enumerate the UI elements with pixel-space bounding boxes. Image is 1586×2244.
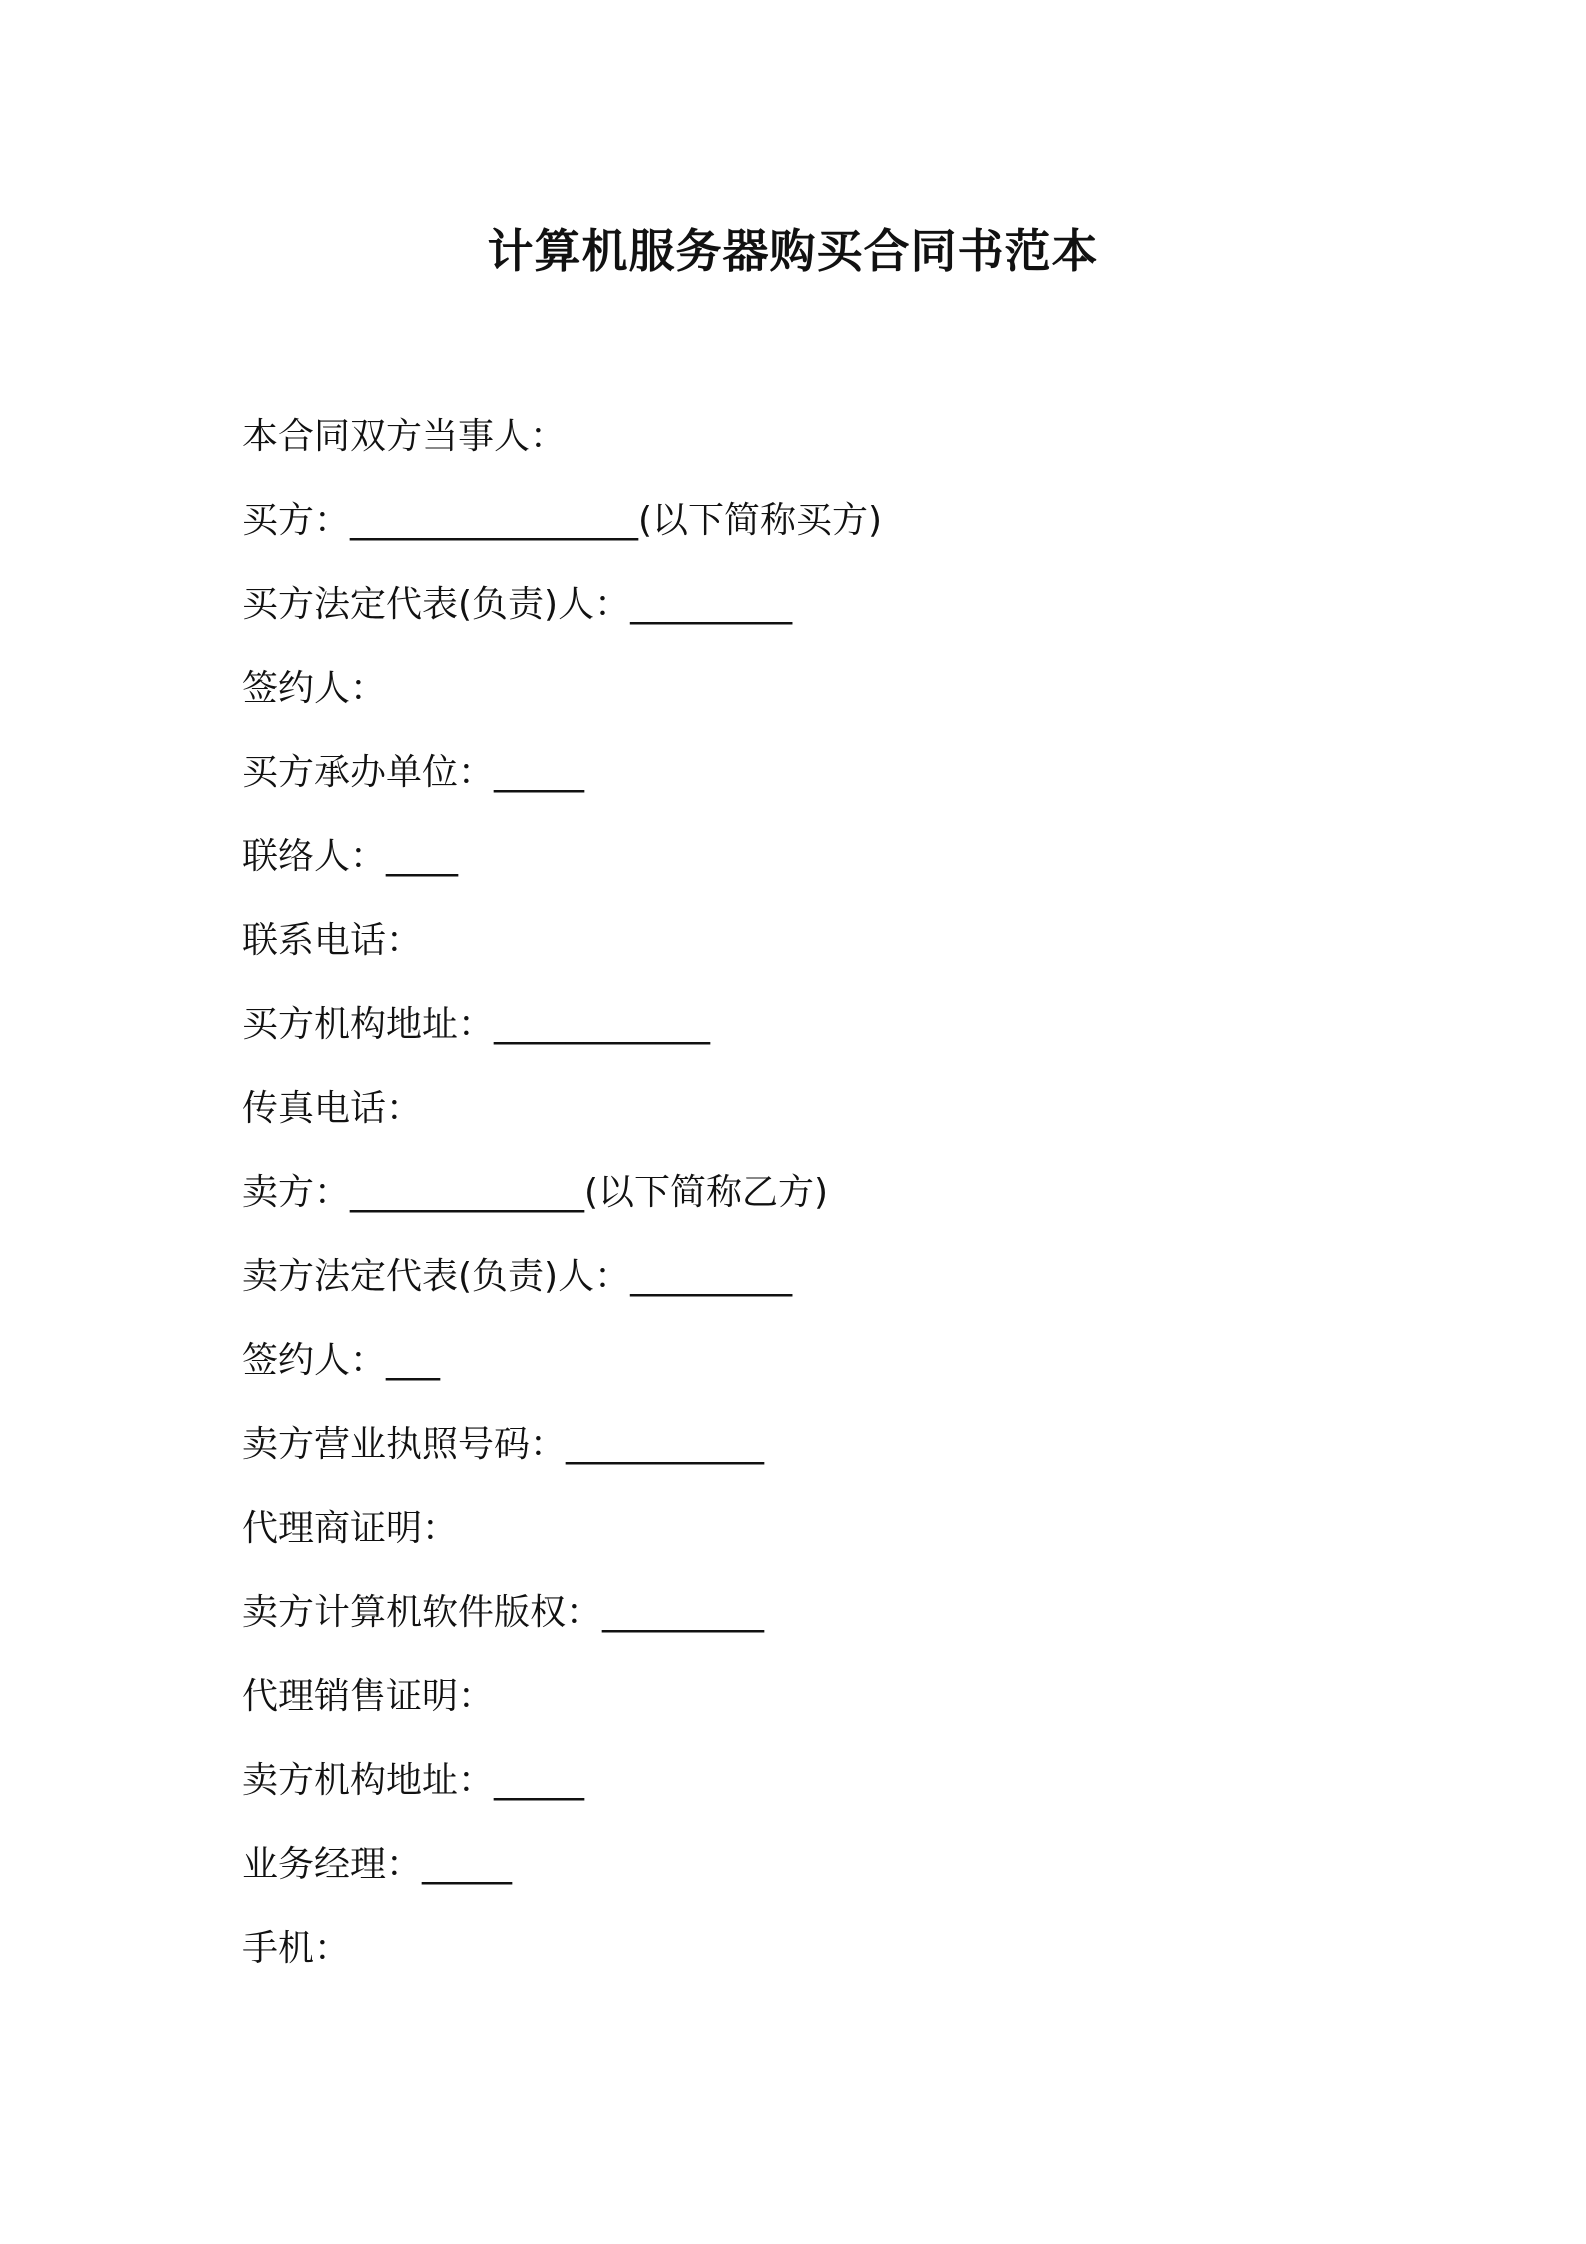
buyer-phone-line: 联系电话： xyxy=(242,920,423,961)
contract-party-list xyxy=(242,410,1442,2006)
document-title: 计算机服务器购买合同书范本 xyxy=(487,224,1099,278)
seller-business-license-line: 卖方营业执照号码：___________ xyxy=(242,1424,765,1465)
seller-legal-representative-line: 卖方法定代表(负责)人：_________ xyxy=(242,1256,793,1297)
seller-line: 卖方：_____________(以下简称乙方) xyxy=(242,1172,829,1213)
buyer-contact-person-line: 联络人：____ xyxy=(242,836,459,877)
seller-signatory-line: 签约人：___ xyxy=(242,1340,441,1381)
seller-address-line: 卖方机构地址：_____ xyxy=(242,1760,585,1801)
buyer-line: 买方：________________(以下简称买方) xyxy=(242,500,883,541)
parties-heading: 本合同双方当事人： xyxy=(242,416,567,457)
buyer-legal-representative-line: 买方法定代表(负责)人：_________ xyxy=(242,584,793,625)
buyer-address-line: 买方机构地址：____________ xyxy=(242,1004,711,1045)
buyer-fax-line: 传真电话： xyxy=(242,1088,423,1129)
agent-certificate-line: 代理商证明： xyxy=(242,1508,459,1549)
buyer-handling-unit-line: 买方承办单位：_____ xyxy=(242,752,585,793)
business-manager-line: 业务经理：_____ xyxy=(242,1844,513,1885)
seller-software-copyright-line: 卖方计算机软件版权：_________ xyxy=(242,1592,765,1633)
buyer-signatory-line: 签约人： xyxy=(242,668,387,709)
mobile-phone-line: 手机： xyxy=(242,1928,351,1969)
agency-sales-certificate-line: 代理销售证明： xyxy=(242,1676,495,1717)
